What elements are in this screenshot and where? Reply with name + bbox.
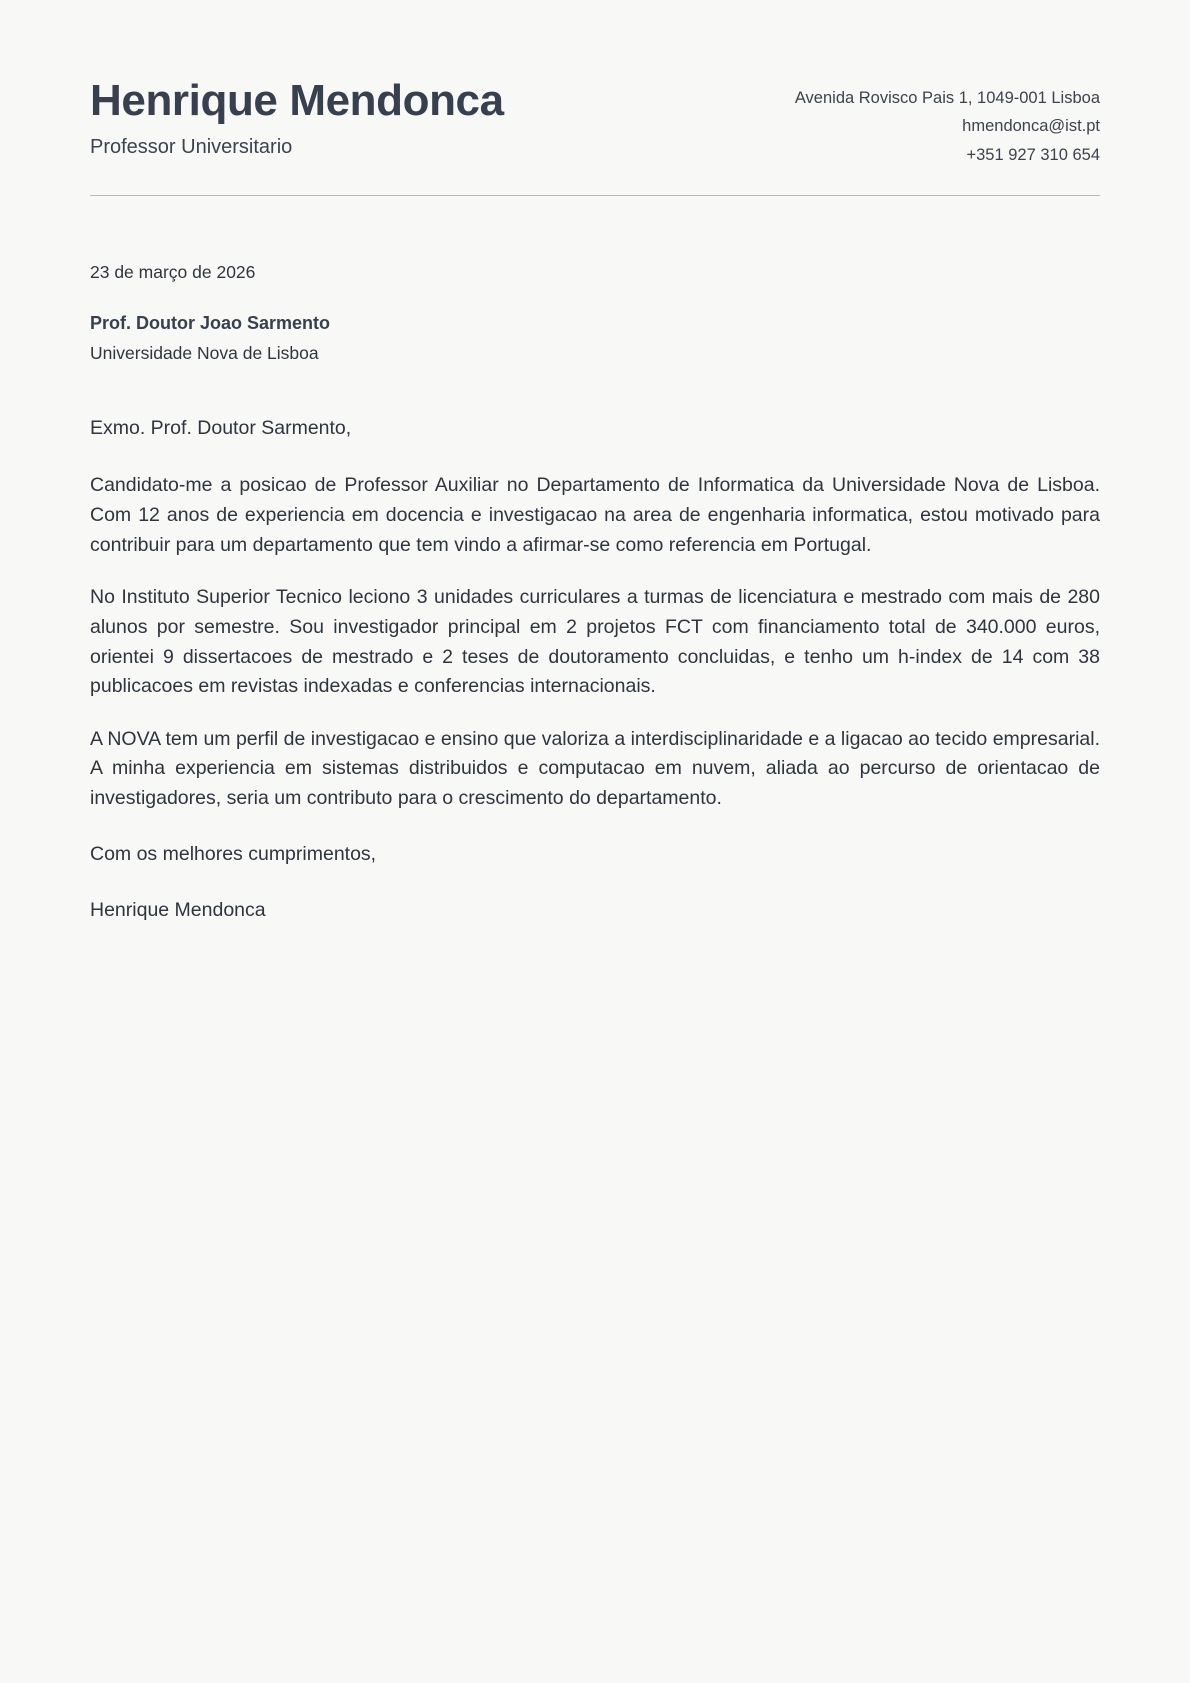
sender-identity bbox=[90, 72, 504, 159]
sender-contact-block bbox=[795, 72, 1100, 169]
letter-body bbox=[90, 414, 1100, 925]
letter-closing: Com os melhores cumprimentos, bbox=[90, 842, 377, 865]
letter-salutation: Exmo. Prof. Doutor Sarmento, bbox=[90, 417, 352, 440]
letter-meta bbox=[90, 262, 1100, 364]
letter-paragraph: A NOVA tem um perfil de investigacao e ensino que valoriza a interdisciplinaridade e a ligacao ao tecido empresarial. A minha experiencia em sistemas distribuidos e computacao em nuvem, aliada ao percurso de orientacao de investigadores, seria um contributo para o crescimento do departamento. bbox=[90, 727, 1100, 809]
letter-date: 23 de março de 2026 bbox=[90, 262, 256, 283]
letter-header bbox=[90, 72, 1100, 196]
sender-role: Professor Universitario bbox=[90, 135, 293, 158]
recipient-name: Prof. Doutor Joao Sarmento bbox=[90, 313, 331, 334]
contact-email[interactable]: hmendonca@ist.pt bbox=[962, 117, 1100, 136]
letter-paragraph: Candidato-me a posicao de Professor Auxiliar no Departamento de Informatica da Universidade Nova de Lisboa. Com 12 anos de experiencia em docencia e investigacao na area de engenharia informatica, estou motivado para contribuir para um departamento que tem vindo a afirmar-se como referencia em Portugal. bbox=[90, 474, 1100, 556]
sender-name: Henrique Mendonca bbox=[90, 76, 504, 125]
recipient-organization: Universidade Nova de Lisboa bbox=[90, 343, 319, 364]
contact-phone[interactable]: +351 927 310 654 bbox=[966, 145, 1100, 164]
letter-signature: Henrique Mendonca bbox=[90, 898, 266, 921]
contact-address: Avenida Rovisco Pais 1, 1049-001 Lisboa bbox=[794, 89, 1100, 107]
letter-paragraph: No Instituto Superior Tecnico leciono 3 unidades curriculares a turmas de licenciatura e mestrado com mais de 280 alunos por semestre. Sou investigador principal em 2 projetos FCT com financiamento total de 340.000 euros, orientei 9 dissertacoes de mestrado e 2 teses de doutoramento concluidas, e tenho um h-index de 14 com 38 publicacoes em revistas indexadas e conferencias internacionais. bbox=[90, 586, 1100, 698]
